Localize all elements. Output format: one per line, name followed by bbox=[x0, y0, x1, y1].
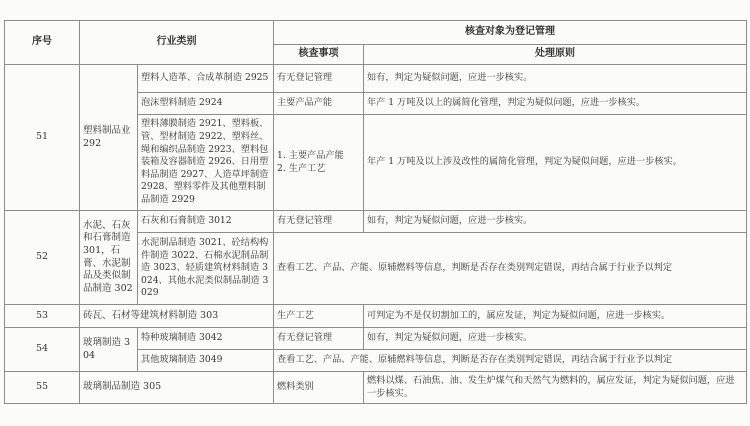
sub-category: 其他玻璃制造 3049 bbox=[138, 350, 274, 372]
sub-category: 塑料人造革、合成革制造 2925 bbox=[138, 65, 274, 93]
handling-principle: 如有，判定为疑似问题，应进一步核实。 bbox=[364, 328, 747, 350]
handling-principle: 年产 1 万吨及以上的属简化管理，判定为疑似问题，应进一步核实。 bbox=[364, 93, 747, 115]
sub-category: 泡沫塑料制造 2924 bbox=[138, 93, 274, 115]
handling-principle: 查看工艺、产品、产能、原辅燃料等信息，判断是否存在类别判定错误，再结合属于行业予以判定 bbox=[274, 350, 747, 372]
row-number: 55 bbox=[5, 372, 80, 404]
industry-category: 水泥、石灰和石膏制造 301，石膏、水泥制品及类似制品制造 302 bbox=[80, 211, 138, 305]
table-row bbox=[5, 305, 747, 328]
handling-principle: 可判定为不是仅切割加工的，属应发证，判定为疑似问题，应进一步核实。 bbox=[364, 305, 747, 328]
industry-check-table bbox=[4, 20, 747, 404]
handling-principle: 如有，判定为疑似问题，应进一步核实。 bbox=[364, 211, 747, 233]
check-item: 有无登记管理 bbox=[274, 211, 364, 233]
check-item: 有无登记管理 bbox=[274, 65, 364, 93]
row-number: 52 bbox=[5, 211, 80, 305]
check-item: 1. 主要产品产能 2. 生产工艺 bbox=[274, 115, 364, 211]
header-principle: 处理原则 bbox=[364, 45, 747, 65]
row-number: 54 bbox=[5, 328, 80, 372]
table-row bbox=[5, 211, 747, 233]
sub-category: 水泥制品制造 3021、砼结构构件制造 3022、石棉水泥制品制造 3023、轻质建筑材料制造 3024、其他水泥类似制品制造 3029 bbox=[138, 233, 274, 305]
table-row bbox=[5, 65, 747, 93]
check-item: 燃料类别 bbox=[274, 372, 364, 404]
row-number: 51 bbox=[5, 65, 80, 211]
sub-category: 石灰和石膏制造 3012 bbox=[138, 211, 274, 233]
industry-category: 玻璃制造 304 bbox=[80, 328, 138, 372]
check-item: 生产工艺 bbox=[274, 305, 364, 328]
table-row bbox=[5, 328, 747, 350]
industry-category: 砖瓦、石材等建筑材料制造 303 bbox=[80, 305, 274, 328]
handling-principle: 年产 1 万吨及以上涉及改性的属简化管理，判定为疑似问题，应进一步核实。 bbox=[364, 115, 747, 211]
check-item: 主要产品产能 bbox=[274, 93, 364, 115]
handling-principle: 如有，判定为疑似问题，应进一步核实。 bbox=[364, 65, 747, 93]
check-item: 有无登记管理 bbox=[274, 328, 364, 350]
row-number: 53 bbox=[5, 305, 80, 328]
handling-principle: 燃料以煤、石油焦、油、发生炉煤气和天然气为燃料的，属应发证，判定为疑似问题，应进一步核实。 bbox=[364, 372, 747, 404]
header-category: 行业类别 bbox=[80, 21, 274, 65]
industry-category: 玻璃制品制造 305 bbox=[80, 372, 274, 404]
header-seq: 序号 bbox=[5, 21, 80, 65]
sub-category: 特种玻璃制造 3042 bbox=[138, 328, 274, 350]
header-item: 核查事项 bbox=[274, 45, 364, 65]
header-target: 核查对象为登记管理 bbox=[274, 21, 747, 45]
table-row bbox=[5, 372, 747, 404]
industry-category: 塑料制品业 292 bbox=[80, 65, 138, 211]
sub-category: 塑料薄膜制造 2921、塑料板、管、型材制造 2922、塑料丝、绳和编织品制造 2923、塑料包装箱及容器制造 2926、日用塑料品制造 2927、人造草坪制造 2928、塑料零件及其他塑料制品制造 2929 bbox=[138, 115, 274, 211]
handling-principle: 查看工艺、产品、产能、原辅燃料等信息，判断是否存在类别判定错误，再结合属于行业予以判定 bbox=[274, 233, 747, 305]
